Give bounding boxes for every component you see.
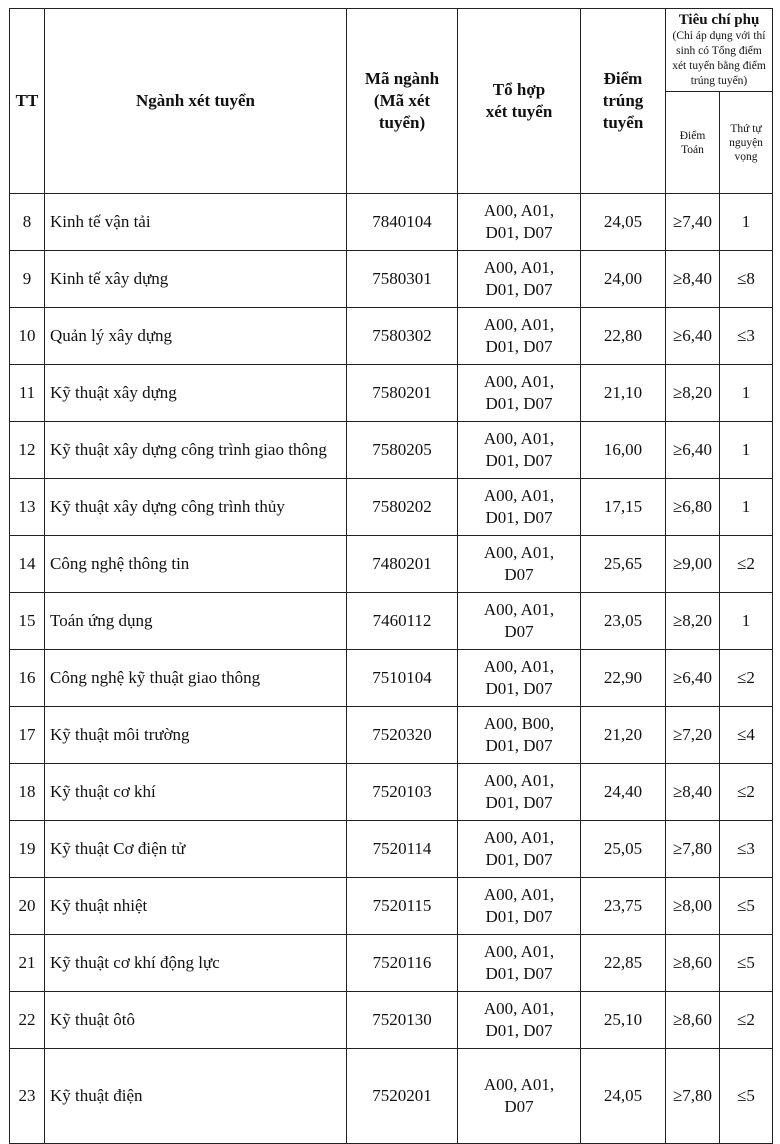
row-math-score: ≥6,40 bbox=[666, 308, 720, 365]
row-wish-order: ≤2 bbox=[720, 536, 773, 593]
row-combo: A00, A01, D01, D07 bbox=[458, 650, 581, 707]
row-code: 7520201 bbox=[347, 1049, 458, 1144]
row-score: 23,75 bbox=[581, 878, 666, 935]
row-score: 22,80 bbox=[581, 308, 666, 365]
row-code: 7580205 bbox=[347, 422, 458, 479]
row-code: 7520115 bbox=[347, 878, 458, 935]
row-score: 25,10 bbox=[581, 992, 666, 1049]
row-math-score: ≥7,20 bbox=[666, 707, 720, 764]
table-row bbox=[10, 878, 773, 935]
row-score: 22,90 bbox=[581, 650, 666, 707]
row-tt: 15 bbox=[10, 593, 45, 650]
row-code: 7520103 bbox=[347, 764, 458, 821]
row-combo: A00, A01, D07 bbox=[458, 1049, 581, 1144]
row-wish-order: ≤4 bbox=[720, 707, 773, 764]
row-tt: 17 bbox=[10, 707, 45, 764]
row-code: 7580302 bbox=[347, 308, 458, 365]
row-score: 24,05 bbox=[581, 1049, 666, 1144]
row-tt: 22 bbox=[10, 992, 45, 1049]
table-row bbox=[10, 479, 773, 536]
row-major: Toán ứng dụng bbox=[45, 593, 347, 650]
row-wish-order: ≤2 bbox=[720, 992, 773, 1049]
row-major: Quản lý xây dựng bbox=[45, 308, 347, 365]
row-tt: 13 bbox=[10, 479, 45, 536]
row-combo: A00, A01, D01, D07 bbox=[458, 764, 581, 821]
header-wish-order-text: Thứ tự nguyện vọng bbox=[729, 122, 763, 163]
header-code-text: Mã ngành (Mã xét tuyển) bbox=[364, 69, 440, 132]
row-combo: A00, A01, D01, D07 bbox=[458, 308, 581, 365]
row-tt: 14 bbox=[10, 536, 45, 593]
row-wish-order: ≤2 bbox=[720, 650, 773, 707]
table-row bbox=[10, 707, 773, 764]
row-wish-order: ≤5 bbox=[720, 878, 773, 935]
row-math-score: ≥8,20 bbox=[666, 593, 720, 650]
header-tt: TT bbox=[10, 9, 45, 194]
row-math-score: ≥6,40 bbox=[666, 422, 720, 479]
row-tt: 19 bbox=[10, 821, 45, 878]
row-combo: A00, A01, D01, D07 bbox=[458, 479, 581, 536]
row-major: Kỹ thuật môi trường bbox=[45, 707, 347, 764]
row-code: 7520320 bbox=[347, 707, 458, 764]
row-math-score: ≥8,00 bbox=[666, 878, 720, 935]
row-major: Kỹ thuật cơ khí động lực bbox=[45, 935, 347, 992]
row-tt: 16 bbox=[10, 650, 45, 707]
row-combo: A00, B00, D01, D07 bbox=[458, 707, 581, 764]
row-tt: 10 bbox=[10, 308, 45, 365]
row-combo: A00, A01, D01, D07 bbox=[458, 194, 581, 251]
row-tt: 12 bbox=[10, 422, 45, 479]
row-score: 22,85 bbox=[581, 935, 666, 992]
row-math-score: ≥7,80 bbox=[666, 821, 720, 878]
table-row bbox=[10, 251, 773, 308]
header-row bbox=[10, 9, 773, 92]
row-major: Công nghệ kỹ thuật giao thông bbox=[45, 650, 347, 707]
row-math-score: ≥7,40 bbox=[666, 194, 720, 251]
row-tt: 8 bbox=[10, 194, 45, 251]
row-major: Công nghệ thông tin bbox=[45, 536, 347, 593]
row-code: 7480201 bbox=[347, 536, 458, 593]
row-code: 7510104 bbox=[347, 650, 458, 707]
row-major: Kỹ thuật ôtô bbox=[45, 992, 347, 1049]
row-math-score: ≥8,60 bbox=[666, 935, 720, 992]
row-code: 7580202 bbox=[347, 479, 458, 536]
row-math-score: ≥7,80 bbox=[666, 1049, 720, 1144]
table-row bbox=[10, 365, 773, 422]
table-row bbox=[10, 308, 773, 365]
header-combo-text: Tổ hợp xét tuyển bbox=[485, 80, 553, 121]
row-math-score: ≥8,20 bbox=[666, 365, 720, 422]
row-math-score: ≥6,80 bbox=[666, 479, 720, 536]
table-row bbox=[10, 1049, 773, 1144]
header-wish-order bbox=[720, 92, 773, 194]
row-score: 16,00 bbox=[581, 422, 666, 479]
row-score: 21,20 bbox=[581, 707, 666, 764]
row-major: Kinh tế xây dựng bbox=[45, 251, 347, 308]
row-major: Kỹ thuật xây dựng công trình giao thông bbox=[45, 422, 347, 479]
row-tt: 21 bbox=[10, 935, 45, 992]
row-code: 7580201 bbox=[347, 365, 458, 422]
row-major: Kỹ thuật xây dựng công trình thủy bbox=[45, 479, 347, 536]
header-math-score bbox=[666, 92, 720, 194]
row-code: 7520130 bbox=[347, 992, 458, 1049]
row-combo: A00, A01, D07 bbox=[458, 536, 581, 593]
row-math-score: ≥8,60 bbox=[666, 992, 720, 1049]
row-wish-order: 1 bbox=[720, 365, 773, 422]
row-wish-order: 1 bbox=[720, 422, 773, 479]
row-tt: 23 bbox=[10, 1049, 45, 1144]
row-major: Kỹ thuật điện bbox=[45, 1049, 347, 1144]
table-row bbox=[10, 650, 773, 707]
table-row bbox=[10, 194, 773, 251]
header-math-score-text: Điểm Toán bbox=[679, 129, 706, 156]
row-score: 21,10 bbox=[581, 365, 666, 422]
row-major: Kinh tế vận tải bbox=[45, 194, 347, 251]
row-code: 7520114 bbox=[347, 821, 458, 878]
row-wish-order: 1 bbox=[720, 593, 773, 650]
row-major: Kỹ thuật Cơ điện tử bbox=[45, 821, 347, 878]
admission-scores-table bbox=[9, 8, 773, 1144]
row-combo: A00, A01, D07 bbox=[458, 593, 581, 650]
row-code: 7520116 bbox=[347, 935, 458, 992]
row-tt: 11 bbox=[10, 365, 45, 422]
row-score: 17,15 bbox=[581, 479, 666, 536]
row-score: 23,05 bbox=[581, 593, 666, 650]
row-combo: A00, A01, D01, D07 bbox=[458, 935, 581, 992]
row-tt: 18 bbox=[10, 764, 45, 821]
header-code bbox=[347, 9, 458, 194]
row-code: 7840104 bbox=[347, 194, 458, 251]
header-criteria-note: (Chỉ áp dụng với thí sinh có Tổng điểm xét tuyển bằng điểm trúng tuyển) bbox=[672, 30, 766, 87]
row-combo: A00, A01, D01, D07 bbox=[458, 878, 581, 935]
table-row bbox=[10, 821, 773, 878]
table-row bbox=[10, 764, 773, 821]
row-score: 24,00 bbox=[581, 251, 666, 308]
row-wish-order: ≤8 bbox=[720, 251, 773, 308]
row-combo: A00, A01, D01, D07 bbox=[458, 821, 581, 878]
header-score bbox=[581, 9, 666, 194]
row-wish-order: 1 bbox=[720, 479, 773, 536]
row-wish-order: ≤5 bbox=[720, 935, 773, 992]
table-row bbox=[10, 536, 773, 593]
row-major: Kỹ thuật cơ khí bbox=[45, 764, 347, 821]
row-wish-order: 1 bbox=[720, 194, 773, 251]
row-wish-order: ≤5 bbox=[720, 1049, 773, 1144]
row-score: 24,05 bbox=[581, 194, 666, 251]
row-wish-order: ≤2 bbox=[720, 764, 773, 821]
row-score: 25,65 bbox=[581, 536, 666, 593]
header-criteria bbox=[666, 9, 773, 92]
row-score: 24,40 bbox=[581, 764, 666, 821]
table-row bbox=[10, 422, 773, 479]
row-major: Kỹ thuật nhiệt bbox=[45, 878, 347, 935]
row-code: 7580301 bbox=[347, 251, 458, 308]
row-major: Kỹ thuật xây dựng bbox=[45, 365, 347, 422]
row-combo: A00, A01, D01, D07 bbox=[458, 251, 581, 308]
row-tt: 20 bbox=[10, 878, 45, 935]
header-combo bbox=[458, 9, 581, 194]
header-criteria-title: Tiêu chí phụ bbox=[678, 12, 760, 28]
table-row bbox=[10, 935, 773, 992]
row-wish-order: ≤3 bbox=[720, 308, 773, 365]
row-code: 7460112 bbox=[347, 593, 458, 650]
row-math-score: ≥6,40 bbox=[666, 650, 720, 707]
row-math-score: ≥9,00 bbox=[666, 536, 720, 593]
row-wish-order: ≤3 bbox=[720, 821, 773, 878]
row-combo: A00, A01, D01, D07 bbox=[458, 365, 581, 422]
header-score-text: Điểm trúng tuyển bbox=[602, 69, 644, 132]
row-math-score: ≥8,40 bbox=[666, 251, 720, 308]
table-row bbox=[10, 593, 773, 650]
header-major: Ngành xét tuyển bbox=[45, 9, 347, 194]
row-math-score: ≥8,40 bbox=[666, 764, 720, 821]
row-tt: 9 bbox=[10, 251, 45, 308]
row-score: 25,05 bbox=[581, 821, 666, 878]
row-combo: A00, A01, D01, D07 bbox=[458, 422, 581, 479]
table-row bbox=[10, 992, 773, 1049]
row-combo: A00, A01, D01, D07 bbox=[458, 992, 581, 1049]
